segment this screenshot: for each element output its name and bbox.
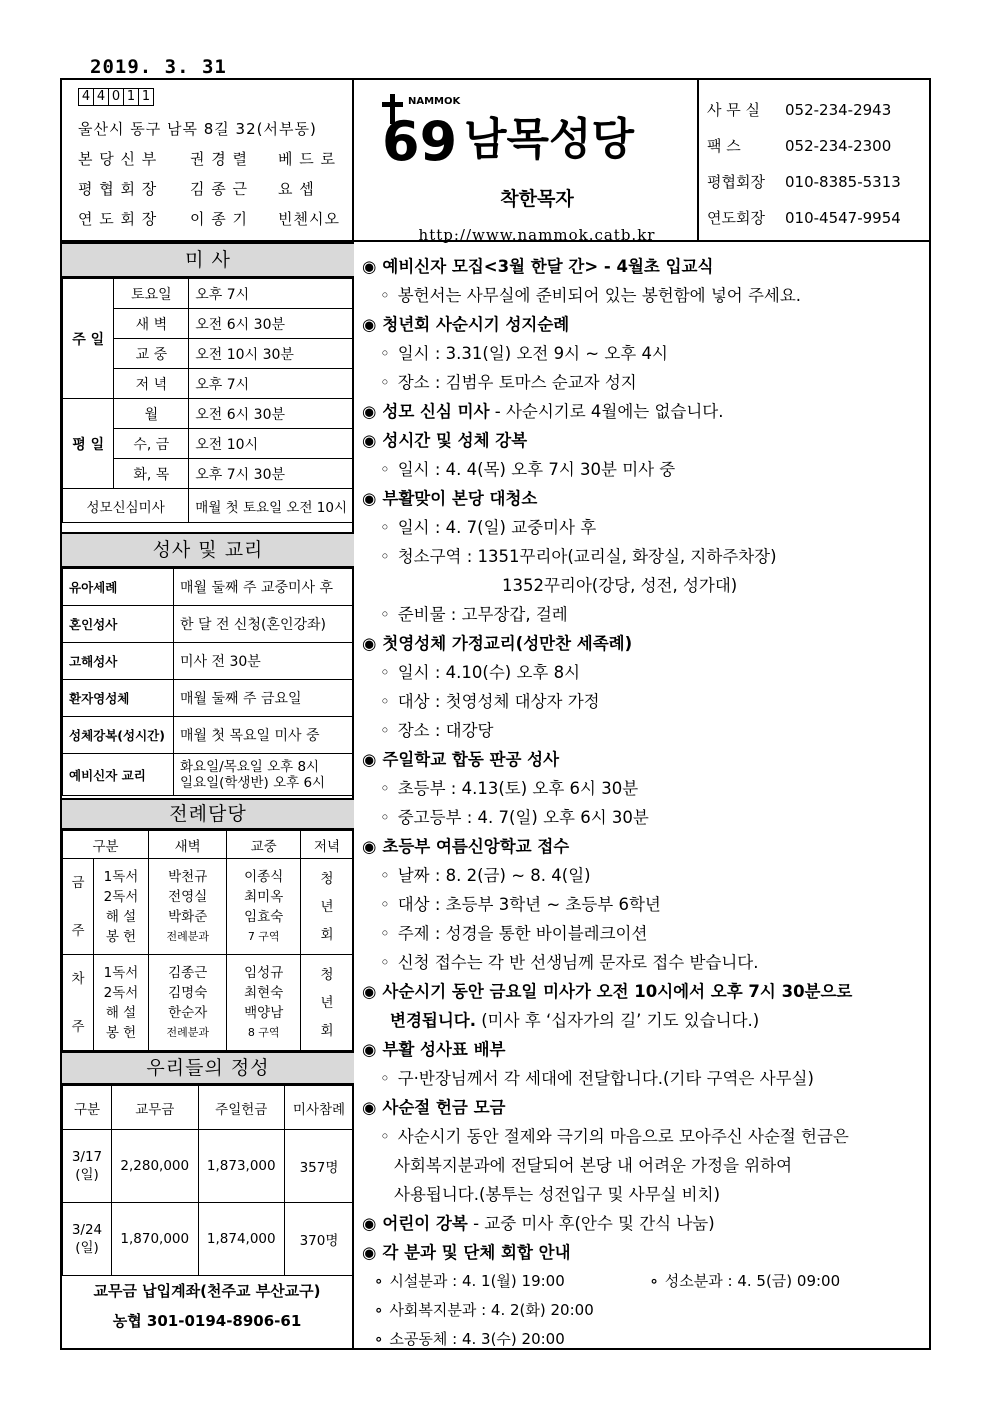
- church-logo: [372, 88, 702, 244]
- offering-attendance: 370명: [285, 1203, 354, 1276]
- meeting-item: [362, 1267, 922, 1296]
- notice-item-text: 준비물 : 고무장갑, 걸레: [397, 605, 568, 624]
- liturgy-roles-item: 1독서: [103, 868, 139, 885]
- notice-item-text: 장소 : 김범우 토마스 순교자 성지: [397, 373, 637, 392]
- notice-heading-text: 변경됩니다.: [390, 1011, 476, 1030]
- offering-header: 미사참례: [285, 1086, 354, 1130]
- website-url[interactable]: http://www.nammok.catb.kr: [418, 226, 656, 244]
- small-circle-icon: ∘: [374, 1272, 384, 1290]
- liturgy-roles: [94, 859, 149, 955]
- notice-item: [362, 600, 922, 629]
- mass-time: 오전 6시 30분: [189, 399, 354, 429]
- contact-label: 평협회장: [707, 173, 765, 191]
- small-circle-icon: ∘: [649, 1272, 659, 1290]
- small-circle-icon: ◦: [380, 779, 390, 798]
- circle-bullet-icon: ◉: [362, 257, 377, 276]
- circle-bullet-icon: ◉: [362, 982, 377, 1001]
- notice-item-text: 일시 : 4.10(수) 오후 8시: [397, 663, 581, 682]
- staff-role: 연 도 회 장: [78, 210, 158, 228]
- liturgy-evening-item: 년: [320, 898, 334, 915]
- liturgy-dawn-item: 박화준: [168, 908, 208, 925]
- liturgy-dawn: [149, 859, 227, 955]
- offering-header-row: [63, 1086, 354, 1130]
- notice-heading-extra: (미사 후 ‘십자가의 길’ 기도 있습니다.): [475, 1011, 760, 1030]
- offering-sunday: 1,874,000: [198, 1203, 285, 1276]
- small-circle-icon: ◦: [380, 518, 390, 537]
- sacrament-desc: 매월 둘째 주 금요일: [174, 680, 354, 717]
- offering-header: 구분: [63, 1086, 112, 1130]
- liturgy-header: 구분: [63, 831, 149, 859]
- small-circle-icon: ◦: [380, 373, 390, 392]
- mass-day: 저 녁: [114, 369, 189, 399]
- offering-header: 주일헌금: [198, 1086, 285, 1130]
- notice-item: [362, 1122, 922, 1151]
- sacraments-title: 성사 및 교리: [62, 532, 354, 568]
- circle-bullet-icon: ◉: [362, 489, 377, 508]
- contact-label: 사 무 실: [707, 101, 761, 119]
- notice-heading-text: 주일학교 합동 판공 성사: [382, 750, 560, 769]
- staff-role: 본 당 신 부: [78, 150, 158, 168]
- liturgy-evening-item: 회: [320, 1022, 334, 1039]
- circle-bullet-icon: ◉: [362, 431, 377, 450]
- notice-heading-text: 사순절 헌금 모금: [382, 1098, 506, 1117]
- offering-date-value: 3/17: [71, 1149, 103, 1165]
- address: 울산시 동구 남목 8길 32(서부동): [78, 120, 317, 138]
- notice-item-text: 중고등부 : 4. 7(일) 오후 6시 30분: [397, 808, 649, 827]
- mass-day: 화, 목: [114, 459, 189, 489]
- liturgy-roles-item: 해 설: [105, 908, 137, 925]
- staff-row: [78, 144, 358, 174]
- liturgy-evening: [301, 859, 354, 955]
- contact-label: 팩 스: [707, 137, 741, 155]
- contact-row: [707, 164, 927, 200]
- liturgy-main-item: 최미옥: [244, 888, 284, 905]
- mass-day: 교 중: [114, 339, 189, 369]
- small-circle-icon: ◦: [380, 924, 390, 943]
- notice-item-text: 주제 : 성경을 통한 바이블레크이션: [397, 924, 648, 943]
- account-info: [62, 1276, 352, 1336]
- offering-row: [63, 1130, 354, 1203]
- contact-phone[interactable]: 010-4547-9954: [785, 209, 901, 227]
- notice-item: [362, 687, 922, 716]
- liturgy-main-item: 7 구역: [247, 929, 280, 943]
- small-circle-icon: ◦: [380, 721, 390, 740]
- notice-item-text: 장소 : 대강당: [397, 721, 494, 740]
- notice-item: [362, 716, 922, 745]
- contact-phone[interactable]: 052-234-2943: [785, 101, 892, 119]
- notice-heading: [362, 629, 922, 658]
- notice-heading-text: 부활맞이 본당 대청소: [382, 489, 538, 508]
- notice-item-cont: 사용됩니다.(봉투는 성전입구 및 사무실 비치): [394, 1185, 721, 1204]
- notice-item-text: 대상 : 초등부 3학년 ~ 초등부 6학년: [397, 895, 661, 914]
- notice-item-text: 초등부 : 4.13(토) 오후 6시 30분: [397, 779, 639, 798]
- notice-heading-text: 어린이 강복: [382, 1214, 468, 1233]
- notice-item: [362, 281, 922, 310]
- liturgy-evening: [301, 955, 354, 1051]
- notices: [362, 252, 922, 1354]
- small-circle-icon: ◦: [380, 808, 390, 827]
- notice-heading: [362, 1238, 922, 1267]
- liturgy-dawn: [149, 955, 227, 1051]
- small-circle-icon: ∘: [374, 1330, 384, 1348]
- meeting-item: [362, 1325, 922, 1354]
- liturgy-roles-item: 2독서: [103, 888, 139, 905]
- liturgy-roles: [94, 955, 149, 1051]
- liturgy-table: [62, 830, 354, 1051]
- notice-item: [362, 368, 922, 397]
- liturgy-header-row: [63, 831, 354, 859]
- nammok-logo-icon: [372, 88, 702, 168]
- notice-heading-text: 성모 신심 미사: [382, 402, 490, 421]
- notice-item: [362, 542, 922, 571]
- notice-item-cont: 1352꾸리아(강당, 성전, 성가대): [502, 576, 738, 595]
- notice-heading-text: 부활 성사표 배부: [382, 1040, 506, 1059]
- bulletin-frame: [60, 78, 931, 1350]
- svg-text:69: 69: [382, 110, 458, 168]
- liturgy-roles-item: 봉 헌: [105, 1024, 137, 1041]
- small-circle-icon: ◦: [380, 344, 390, 363]
- notice-heading-extra: - 교중 미사 후(안수 및 간식 나눔): [467, 1214, 715, 1233]
- zip-code: [78, 88, 358, 106]
- liturgy-evening-item: 청: [320, 966, 334, 983]
- liturgy-dawn-item: 박천규: [168, 868, 208, 885]
- catechumen-time-1: 화요일/목요일 오후 8시: [180, 758, 320, 775]
- liturgy-week-row: [63, 955, 354, 1051]
- mass-time: 오후 7시 30분: [189, 459, 354, 489]
- notice-item: [362, 658, 922, 687]
- small-circle-icon: ∘: [374, 1301, 384, 1319]
- contact-row: [707, 92, 927, 128]
- notice-heading-text: 초등부 여름신앙학교 접수: [382, 837, 570, 856]
- small-circle-icon: ◦: [380, 866, 390, 885]
- notice-heading-extra: - 사순시기로 4월에는 없습니다.: [489, 402, 724, 421]
- notice-heading-text: 청년회 사순시기 성지순례: [382, 315, 570, 334]
- notice-heading-text: 예비신자 모집<3월 한달 간> - 4월초 입교식: [382, 257, 714, 276]
- notice-item: [362, 861, 922, 890]
- notice-item: [362, 919, 922, 948]
- bulletin-subtitle: 착한목자: [500, 188, 574, 210]
- svg-text:남목성당: 남목성당: [464, 114, 635, 165]
- staff-saint: 베 드 로: [278, 150, 337, 168]
- catechumen-time-2: 일요일(학생반) 오후 6시: [180, 774, 326, 791]
- zip-digit: 4: [78, 88, 94, 106]
- mass-group-label: 평 일: [63, 399, 114, 489]
- mass-title: 미 사: [62, 242, 354, 278]
- notice-heading: [362, 1035, 922, 1064]
- small-circle-icon: ◦: [380, 1127, 390, 1146]
- offering-date: [63, 1130, 112, 1203]
- liturgy-dawn-item: 김종근: [168, 964, 208, 981]
- mass-group-label: 주 일: [63, 279, 114, 399]
- staff-saint: 빈첸시오: [278, 210, 340, 228]
- notice-item-text: 사순시기 동안 절제와 극기의 마음으로 모아주신 사순절 헌금은: [397, 1127, 849, 1146]
- meeting-item: [362, 1296, 922, 1325]
- small-circle-icon: ◦: [380, 286, 390, 305]
- mass-time: 오후 7시: [189, 279, 354, 309]
- circle-bullet-icon: ◉: [362, 1243, 377, 1262]
- mass-day: 월: [114, 399, 189, 429]
- liturgy-main-item: 임성규: [244, 964, 284, 981]
- mass-row: [63, 399, 354, 429]
- sacrament-desc: 매월 첫 목요일 미사 중: [174, 717, 354, 754]
- notice-item: [362, 339, 922, 368]
- liturgy-roles-item: 1독서: [103, 964, 139, 981]
- svg-text:NAMMOK: NAMMOK: [408, 96, 461, 107]
- notice-heading-text: 성시간 및 성체 강복: [382, 431, 528, 450]
- catechumen-row: [63, 754, 354, 796]
- liturgy-dawn-item: 전례분과: [166, 929, 209, 943]
- bulletin-date: 2019. 3. 31: [90, 56, 227, 78]
- zip-digit: 0: [108, 88, 124, 106]
- notice-item: [362, 890, 922, 919]
- liturgy-main-item: 최현숙: [244, 984, 284, 1001]
- meeting-text: 사회복지분과 : 4. 2(화) 20:00: [389, 1301, 594, 1319]
- sacrament-name: 혼인성사: [63, 606, 174, 643]
- notice-item: [362, 948, 922, 977]
- staff-row: [78, 204, 358, 234]
- sacrament-desc: 미사 전 30분: [174, 643, 354, 680]
- offering-date: [63, 1203, 112, 1276]
- sacrament-row: [63, 643, 354, 680]
- liturgy-evening-item: 년: [320, 994, 334, 1011]
- liturgy-roles-item: 해 설: [105, 1004, 137, 1021]
- notice-heading: [362, 1093, 922, 1122]
- circle-bullet-icon: ◉: [362, 1040, 377, 1059]
- offering-sunday: 1,873,000: [198, 1130, 285, 1203]
- small-circle-icon: ◦: [380, 1069, 390, 1088]
- contact-row: [707, 200, 927, 236]
- marian-label: 성모신심미사: [63, 489, 189, 523]
- notice-heading: [362, 426, 922, 455]
- staff-name: 김 종 근: [190, 180, 249, 198]
- mass-table: [62, 278, 354, 523]
- notice-heading: [362, 252, 922, 281]
- contact-row: [707, 128, 927, 164]
- liturgy-main-item: 8 구역: [247, 1025, 280, 1039]
- sacrament-row: [63, 606, 354, 643]
- notice-item-text: 일시 : 3.31(일) 오전 9시 ~ 오후 4시: [397, 344, 668, 363]
- offering-date-day: (일): [75, 1240, 99, 1256]
- mass-time: 오전 6시 30분: [189, 309, 354, 339]
- small-circle-icon: ◦: [380, 895, 390, 914]
- liturgy-title: 전례담당: [62, 798, 354, 830]
- liturgy-evening-item: 회: [320, 926, 334, 943]
- notice-heading-text: 각 분과 및 단체 회합 안내: [382, 1243, 571, 1262]
- staff-saint: 요 셉: [278, 180, 315, 198]
- week-label-bottom: 주: [71, 922, 85, 939]
- notice-item: [362, 774, 922, 803]
- small-circle-icon: ◦: [380, 547, 390, 566]
- notice-heading: [362, 310, 922, 339]
- offering-title: 우리들의 정성: [62, 1051, 354, 1085]
- notice-item-text: 대상 : 첫영성체 대상자 가정: [397, 692, 600, 711]
- liturgy-main-item: 임효숙: [244, 908, 284, 925]
- week-label-top: 차: [71, 970, 85, 987]
- circle-bullet-icon: ◉: [362, 315, 377, 334]
- offering-dues: 1,870,000: [112, 1203, 199, 1276]
- notice-item: [362, 1064, 922, 1093]
- week-label-top: 금: [71, 874, 85, 891]
- liturgy-dawn-item: 김명숙: [168, 984, 208, 1001]
- meeting-text: 소공동체 : 4. 3(수) 20:00: [389, 1330, 565, 1348]
- contact-phone[interactable]: 010-8385-5313: [785, 173, 901, 191]
- contact-phone[interactable]: 052-234-2300: [785, 137, 892, 155]
- notice-item-text: 청소구역 : 1351꾸리아(교리실, 화장실, 지하주차장): [397, 547, 777, 566]
- notice-item-text: 일시 : 4. 4(목) 오후 7시 30분 미사 중: [397, 460, 676, 479]
- sacrament-desc: 매월 둘째 주 교중미사 후: [174, 569, 354, 606]
- sacrament-row: [63, 569, 354, 606]
- liturgy-main-item: 백양남: [244, 1004, 284, 1021]
- parish-info: [78, 88, 358, 234]
- notice-heading: [362, 484, 922, 513]
- circle-bullet-icon: ◉: [362, 1098, 377, 1117]
- notice-heading-text: 사순시기 동안 금요일 미사가 오전 10시에서 오후 7시 30분으로: [382, 982, 853, 1001]
- zip-digit: 1: [138, 88, 154, 106]
- staff-name: 권 경 렬: [190, 150, 249, 168]
- offering-table: [62, 1085, 354, 1276]
- sacrament-desc: 한 달 전 신청(혼인강좌): [174, 606, 354, 643]
- staff-name: 이 종 기: [190, 210, 249, 228]
- week-label-bottom: 주: [71, 1018, 85, 1035]
- mass-time: 오전 10시 30분: [189, 339, 354, 369]
- offering-row: [63, 1203, 354, 1276]
- small-circle-icon: ◦: [380, 663, 390, 682]
- mass-time: 오전 10시: [189, 429, 354, 459]
- sacrament-name: 환자영성체: [63, 680, 174, 717]
- notice-heading-text: 첫영성체 가정교리(성만찬 세족례): [382, 634, 633, 653]
- sacrament-name: 유아세례: [63, 569, 174, 606]
- circle-bullet-icon: ◉: [362, 634, 377, 653]
- sacrament-row: [63, 680, 354, 717]
- offering-attendance: 357명: [285, 1130, 354, 1203]
- liturgy-dawn-item: 전영실: [168, 888, 208, 905]
- circle-bullet-icon: ◉: [362, 837, 377, 856]
- small-circle-icon: ◦: [380, 460, 390, 479]
- liturgy-roles-item: 봉 헌: [105, 928, 137, 945]
- circle-bullet-icon: ◉: [362, 402, 377, 421]
- liturgy-main: [227, 955, 301, 1051]
- marian-mass-row: [63, 489, 354, 523]
- liturgy-week-label: [63, 955, 94, 1051]
- notice-heading: [362, 832, 922, 861]
- notice-heading: [362, 1209, 922, 1238]
- meeting-text: 성소분과 : 4. 5(금) 09:00: [664, 1272, 841, 1290]
- notice-heading: [362, 745, 922, 774]
- sacraments-table: [62, 568, 354, 796]
- notice-item: [362, 455, 922, 484]
- account-title: 교무금 납입계좌(천주교 부산교구): [93, 1282, 321, 1300]
- sacrament-name: 고해성사: [63, 643, 174, 680]
- notice-item-text: 구·반장님께서 각 세대에 전달합니다.(기타 구역은 사무실): [397, 1069, 814, 1088]
- notice-item-text: 일시 : 4. 7(일) 교중미사 후: [397, 518, 597, 537]
- liturgy-roles-item: 2독서: [103, 984, 139, 1001]
- mass-row: [63, 279, 354, 309]
- offering-date-value: 3/24: [71, 1222, 103, 1238]
- marian-time: 매월 첫 토요일 오전 10시: [189, 489, 354, 523]
- liturgy-dawn-item: 전례분과: [166, 1025, 209, 1039]
- sacrament-name: 성체강복(성시간): [63, 717, 174, 754]
- mass-day: 수, 금: [114, 429, 189, 459]
- liturgy-main: [227, 859, 301, 955]
- notice-heading: [362, 397, 922, 426]
- liturgy-main-item: 이종식: [244, 868, 284, 885]
- account-number: 농협 301-0194-8906-61: [112, 1312, 302, 1330]
- mass-day: 토요일: [114, 279, 189, 309]
- catechumen-label: 예비신자 교리: [63, 754, 174, 796]
- liturgy-dawn-item: 한순자: [168, 1004, 208, 1021]
- liturgy-week-label: [63, 859, 94, 955]
- catechumen-times: [174, 754, 354, 796]
- notice-heading-cont: [362, 1006, 922, 1035]
- zip-digit: 4: [93, 88, 109, 106]
- contact-list: [707, 92, 927, 236]
- mass-time: 오후 7시: [189, 369, 354, 399]
- liturgy-header: 새벽: [149, 831, 227, 859]
- contact-label: 연도회장: [707, 209, 765, 227]
- staff-role: 평 협 회 장: [78, 180, 158, 198]
- notice-item: [362, 803, 922, 832]
- small-circle-icon: ◦: [380, 605, 390, 624]
- notice-item-text: 봉헌서는 사무실에 준비되어 있는 봉헌함에 넣어 주세요.: [397, 286, 802, 305]
- notice-item-text: 신청 접수는 각 반 선생님께 문자로 접수 받습니다.: [397, 953, 759, 972]
- circle-bullet-icon: ◉: [362, 750, 377, 769]
- offering-header: 교무금: [112, 1086, 199, 1130]
- liturgy-evening-item: 청: [320, 870, 334, 887]
- notice-item-text: 날짜 : 8. 2(금) ~ 8. 4(일): [397, 866, 591, 885]
- notice-item-cont: 사회복지분과에 전달되어 본당 내 어려운 가정을 위하여: [394, 1156, 793, 1175]
- offering-date-day: (일): [75, 1167, 99, 1183]
- zip-digit: 1: [123, 88, 139, 106]
- mass-day: 새 벽: [114, 309, 189, 339]
- liturgy-header: 교중: [227, 831, 301, 859]
- small-circle-icon: ◦: [380, 692, 390, 711]
- liturgy-header: 저녁: [301, 831, 354, 859]
- notice-heading: [362, 977, 922, 1006]
- notice-item: [362, 513, 922, 542]
- meeting-text: 시설분과 : 4. 1(월) 19:00: [389, 1272, 565, 1290]
- small-circle-icon: ◦: [380, 953, 390, 972]
- circle-bullet-icon: ◉: [362, 1214, 377, 1233]
- staff-row: [78, 174, 358, 204]
- liturgy-week-row: [63, 859, 354, 955]
- offering-dues: 2,280,000: [112, 1130, 199, 1203]
- sacrament-row: [63, 717, 354, 754]
